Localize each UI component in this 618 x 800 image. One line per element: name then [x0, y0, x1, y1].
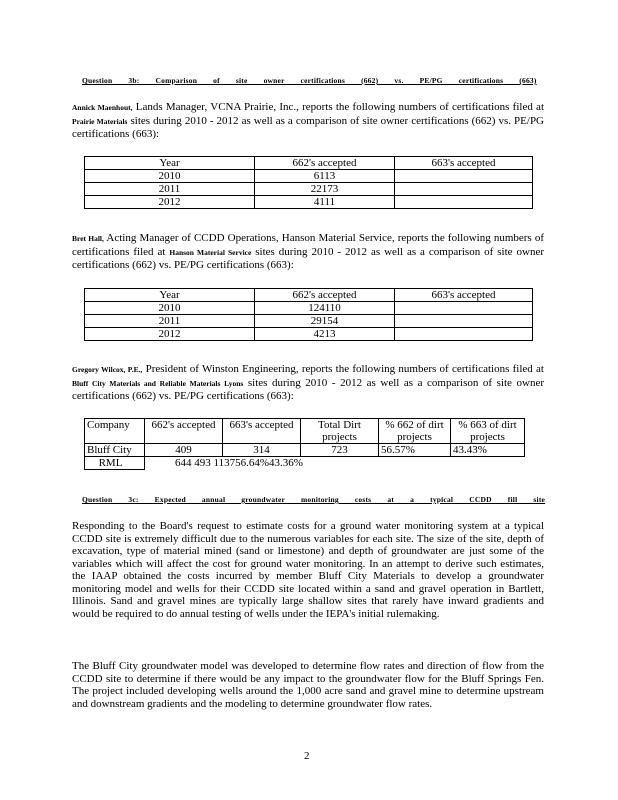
header-663: 663's accepted	[395, 157, 533, 170]
author-name: Bret Hall,	[72, 234, 104, 243]
header-pct-663: % 663 of dirt projects	[451, 419, 525, 444]
table-header-row	[85, 157, 533, 170]
table-row: 2011 29154	[85, 315, 533, 328]
site-name: Prairie Materials	[72, 116, 128, 126]
table-row: 2010 6113	[85, 170, 533, 183]
header-year: Year	[85, 289, 255, 302]
author-name: Annick Maenhout,	[72, 103, 133, 112]
table-hanson-certifications	[84, 288, 533, 341]
paragraph-maenhout: Annick Maenhout, Lands Manager, VCNA Prairie, Inc., reports the following numbers of certifications filed at Prairie Materials sites during 2010 - 2012 as well as a comparison of site owner certifications (662) vs. PE/PG certifications (663):	[72, 101, 545, 140]
header-662: 662's accepted	[255, 289, 395, 302]
table-row: RML 644 493 113756.64%43.36%	[85, 457, 525, 470]
header-662: 662's accepted	[255, 157, 395, 170]
rml-garbled-values: 644 493 113756.64%43.36%	[175, 457, 303, 469]
page-number: 2	[304, 750, 310, 762]
paragraph-hall: Bret Hall, Acting Manager of CCDD Operations, Hanson Material Service, reports the following numbers of certifications filed at Hanson Material Service sites during 2010 - 2012 as well as a comparison of site owner certifications (662) vs. PE/PG certifications (663):	[72, 232, 544, 271]
table-bluff-city-rml	[84, 418, 525, 470]
table-row: 2012 4213	[85, 328, 533, 341]
table-prairie-certifications	[84, 156, 533, 209]
table-row: 2010 124110	[85, 302, 533, 315]
question-3c-heading: Question 3c: Expected annual groundwater monitoring costs at a typical CCDD fill site	[82, 495, 546, 504]
question-3b-heading: Question 3b: Comparison of site owner certifications (662) vs. PE/PG certifications (663)	[82, 76, 537, 85]
header-663: 663's accepted	[395, 289, 533, 302]
site-name: Hanson Material Service	[169, 247, 252, 257]
site-name: Bluff City Materials and Reliable Materials Lyons	[72, 378, 244, 388]
header-year: Year	[85, 157, 255, 170]
header-total: Total Dirt projects	[301, 419, 379, 444]
table-row: Bluff City 409 314 723 56.57% 43.43%	[85, 444, 525, 457]
paragraph-bluff-city-model: The Bluff City groundwater model was developed to determine flow rates and direction of flow from the CCDD site to determine if there would be any impact to the groundwater flow for the Bluff Springs Fen. The project included developing wells around the 1,000 acre sand and gravel mine to determine upstream and downstream gradients and the modeling to determine groundwater flow rates.	[72, 660, 544, 710]
paragraph-groundwater-costs: Responding to the Board's request to estimate costs for a ground water monitoring system at a typical CCDD site is extremely difficult due to the numerous variables for each site. The size of the site, depth of excavation, type of material mined (sand or limestone) and depth of groundwater are just some of the variables which will affect the cost for ground water monitoring. In an attempt to derive such estimates, the IAAP obtained the costs incurred by member Bluff City Materials to develop a groundwater monitoring model and wells for their CCDD site located within a sand and gravel operation in Bartlett, Illinois. Sand and gravel mines are typically large shallow sites that rarely have inward gradients and would be required to do annual testing of wells under the IEPA's initial rulemaking.	[72, 520, 544, 620]
table-header-row	[85, 289, 533, 302]
table-row: 2011 22173	[85, 183, 533, 196]
header-company: Company	[85, 419, 145, 444]
table-header-row	[85, 419, 525, 444]
author-name: Gregory Wilcox, P.E.,	[72, 365, 143, 374]
table-row: 2012 4111	[85, 196, 533, 209]
header-663: 663's accepted	[223, 419, 301, 444]
paragraph-wilcox: Gregory Wilcox, P.E., President of Winston Engineering, reports the following numbers of certifications filed at Bluff City Materials and Reliable Materials Lyons sites during 2010 - 2012 as well as a comparison of site owner certifications (662) vs. PE/PG certifications (663):	[72, 363, 544, 402]
header-pct-662: % 662 of dirt projects	[379, 419, 451, 444]
header-662: 662's accepted	[145, 419, 223, 444]
